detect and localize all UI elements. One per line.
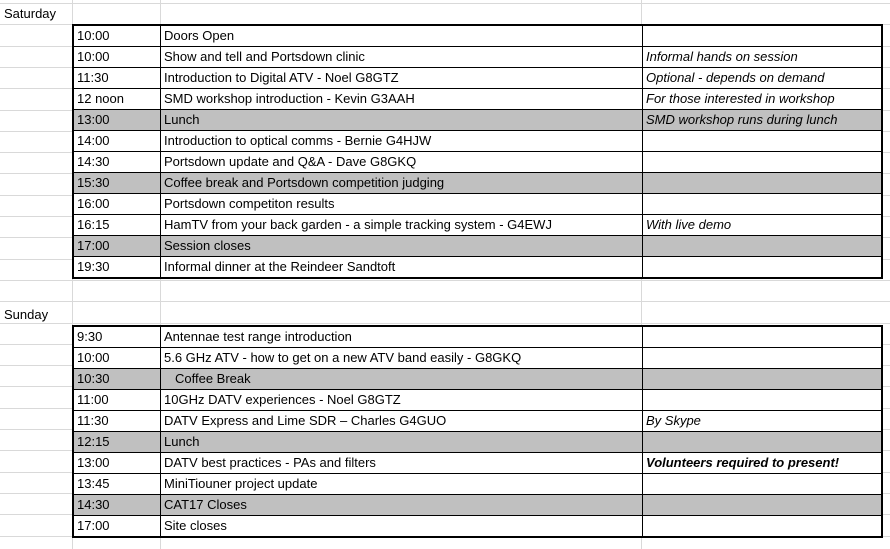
note-cell[interactable]: [643, 348, 882, 369]
schedule-row: [74, 236, 882, 257]
note-cell[interactable]: By Skype: [643, 411, 882, 432]
event-cell[interactable]: 5.6 GHz ATV - how to get on a new ATV band easily - G8GKQ: [161, 348, 643, 369]
note-cell[interactable]: [643, 432, 882, 453]
time-cell[interactable]: 12 noon: [74, 89, 161, 110]
day-label-saturday[interactable]: Saturday: [4, 6, 57, 21]
schedule-row: [74, 348, 882, 369]
event-cell[interactable]: Doors Open: [161, 26, 643, 47]
schedule-row: [74, 47, 882, 68]
event-cell[interactable]: Lunch: [161, 432, 643, 453]
time-cell[interactable]: 13:00: [74, 110, 161, 131]
grid-row-line: [0, 301, 890, 302]
time-cell[interactable]: 13:45: [74, 474, 161, 495]
note-cell[interactable]: [643, 194, 882, 215]
note-cell[interactable]: [643, 369, 882, 390]
schedule-row: [74, 68, 882, 89]
time-cell[interactable]: 16:00: [74, 194, 161, 215]
schedule-row: [74, 215, 882, 236]
schedule-row: [74, 173, 882, 194]
time-cell[interactable]: 15:30: [74, 173, 161, 194]
event-cell[interactable]: Antennae test range introduction: [161, 327, 643, 348]
time-cell[interactable]: 10:00: [74, 26, 161, 47]
time-cell[interactable]: 11:30: [74, 411, 161, 432]
schedule-row: [74, 453, 882, 474]
event-cell[interactable]: DATV best practices - PAs and filters: [161, 453, 643, 474]
schedule-row: [74, 26, 882, 47]
note-cell[interactable]: Optional - depends on demand: [643, 68, 882, 89]
grid-row-line: [0, 280, 890, 281]
saturday-schedule-table: [73, 25, 882, 278]
note-cell[interactable]: For those interested in workshop: [643, 89, 882, 110]
event-cell[interactable]: Coffee Break: [161, 369, 643, 390]
event-cell[interactable]: Coffee break and Portsdown competition judging: [161, 173, 643, 194]
time-cell[interactable]: 13:00: [74, 453, 161, 474]
day-label-sunday[interactable]: Sunday: [4, 307, 49, 322]
note-cell[interactable]: [643, 390, 882, 411]
time-cell[interactable]: 9:30: [74, 327, 161, 348]
sunday-schedule-table: [73, 326, 882, 537]
note-cell[interactable]: Informal hands on session: [643, 47, 882, 68]
schedule-row: [74, 390, 882, 411]
note-cell[interactable]: [643, 327, 882, 348]
schedule-row: [74, 495, 882, 516]
event-cell[interactable]: DATV Express and Lime SDR – Charles G4GUO: [161, 411, 643, 432]
event-cell[interactable]: Introduction to Digital ATV - Noel G8GTZ: [161, 68, 643, 89]
time-cell[interactable]: 17:00: [74, 516, 161, 537]
note-cell[interactable]: [643, 131, 882, 152]
schedule-row: [74, 131, 882, 152]
schedule-row: [74, 411, 882, 432]
note-cell[interactable]: Volunteers required to present!: [643, 453, 882, 474]
event-cell[interactable]: MiniTiouner project update: [161, 474, 643, 495]
schedule-row: [74, 327, 882, 348]
event-cell[interactable]: Introduction to optical comms - Bernie G4HJW: [161, 131, 643, 152]
note-cell[interactable]: With live demo: [643, 215, 882, 236]
schedule-row: [74, 194, 882, 215]
grid-row-line: [0, 3, 890, 4]
event-cell[interactable]: CAT17 Closes: [161, 495, 643, 516]
time-cell[interactable]: 14:30: [74, 495, 161, 516]
time-cell[interactable]: 11:00: [74, 390, 161, 411]
time-cell[interactable]: 12:15: [74, 432, 161, 453]
note-cell[interactable]: [643, 257, 882, 278]
schedule-row: [74, 110, 882, 131]
grid-row-line: [0, 323, 890, 324]
note-cell[interactable]: [643, 516, 882, 537]
note-cell[interactable]: [643, 495, 882, 516]
event-cell[interactable]: SMD workshop introduction - Kevin G3AAH: [161, 89, 643, 110]
event-cell[interactable]: Site closes: [161, 516, 643, 537]
time-cell[interactable]: 14:00: [74, 131, 161, 152]
schedule-row: [74, 89, 882, 110]
schedule-row: [74, 257, 882, 278]
time-cell[interactable]: 14:30: [74, 152, 161, 173]
schedule-row: [74, 152, 882, 173]
note-cell[interactable]: [643, 26, 882, 47]
time-cell[interactable]: 16:15: [74, 215, 161, 236]
schedule-row: [74, 369, 882, 390]
event-cell[interactable]: Session closes: [161, 236, 643, 257]
note-cell[interactable]: [643, 152, 882, 173]
event-cell[interactable]: HamTV from your back garden - a simple tracking system - G4EWJ: [161, 215, 643, 236]
schedule-row: [74, 516, 882, 537]
time-cell[interactable]: 10:00: [74, 348, 161, 369]
note-cell[interactable]: [643, 173, 882, 194]
time-cell[interactable]: 10:00: [74, 47, 161, 68]
event-cell[interactable]: Informal dinner at the Reindeer Sandtoft: [161, 257, 643, 278]
event-cell[interactable]: Portsdown update and Q&A - Dave G8GKQ: [161, 152, 643, 173]
note-cell[interactable]: [643, 236, 882, 257]
time-cell[interactable]: 11:30: [74, 68, 161, 89]
event-cell[interactable]: Portsdown competiton results: [161, 194, 643, 215]
time-cell[interactable]: 17:00: [74, 236, 161, 257]
event-cell[interactable]: Lunch: [161, 110, 643, 131]
note-cell[interactable]: SMD workshop runs during lunch: [643, 110, 882, 131]
note-cell[interactable]: [643, 474, 882, 495]
time-cell[interactable]: 19:30: [74, 257, 161, 278]
schedule-row: [74, 474, 882, 495]
event-cell[interactable]: 10GHz DATV experiences - Noel G8GTZ: [161, 390, 643, 411]
schedule-row: [74, 432, 882, 453]
time-cell[interactable]: 10:30: [74, 369, 161, 390]
event-cell[interactable]: Show and tell and Portsdown clinic: [161, 47, 643, 68]
